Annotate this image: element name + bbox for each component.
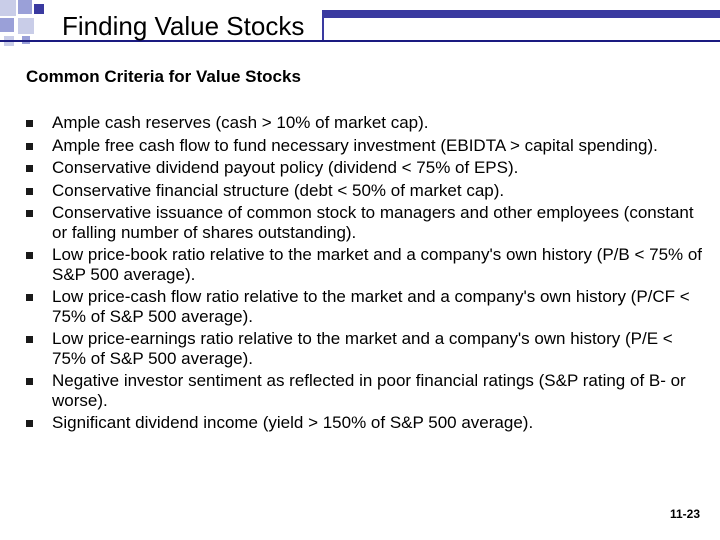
list-item: Significant dividend income (yield > 150% of S&P 500 average). <box>26 413 706 433</box>
list-item: Ample cash reserves (cash > 10% of market cap). <box>26 113 706 133</box>
square-bullet-icon <box>26 336 33 343</box>
square-bullet-icon <box>26 120 33 127</box>
square-bullet-icon <box>26 188 33 195</box>
list-item: Ample free cash flow to fund necessary investment (EBIDTA > capital spending). <box>26 136 706 156</box>
square-bullet-icon <box>26 252 33 259</box>
title-accent-bar <box>322 10 720 18</box>
square-bullet-icon <box>26 420 33 427</box>
list-item: Conservative dividend payout policy (dividend < 75% of EPS). <box>26 158 706 178</box>
criteria-list <box>26 113 706 436</box>
square-bullet-icon <box>26 210 33 217</box>
slide-number: 11-23 <box>669 507 700 521</box>
square-bullet-icon <box>26 165 33 172</box>
list-item: Negative investor sentiment as reflected in poor financial ratings (S&P rating of B- or worse). <box>26 371 706 410</box>
square-bullet-icon <box>26 143 33 150</box>
title-accent-stub <box>322 10 324 40</box>
list-item: Low price-book ratio relative to the market and a company's own history (P/B < 75% of S&P 500 average). <box>26 245 706 284</box>
slide-title: Finding Value Stocks <box>62 11 305 41</box>
square-bullet-icon <box>26 294 33 301</box>
list-item: Conservative issuance of common stock to managers and other employees (constant or falling number of shares outstanding). <box>26 203 706 242</box>
list-item: Low price-cash flow ratio relative to the market and a company's own history (P/CF < 75% of S&P 500 average). <box>26 287 706 326</box>
list-item: Low price-earnings ratio relative to the market and a company's own history (P/E < 75% of S&P 500 average). <box>26 329 706 368</box>
list-item: Conservative financial structure (debt < 50% of market cap). <box>26 181 706 201</box>
square-bullet-icon <box>26 378 33 385</box>
slide-subtitle: Common Criteria for Value Stocks <box>26 67 301 86</box>
